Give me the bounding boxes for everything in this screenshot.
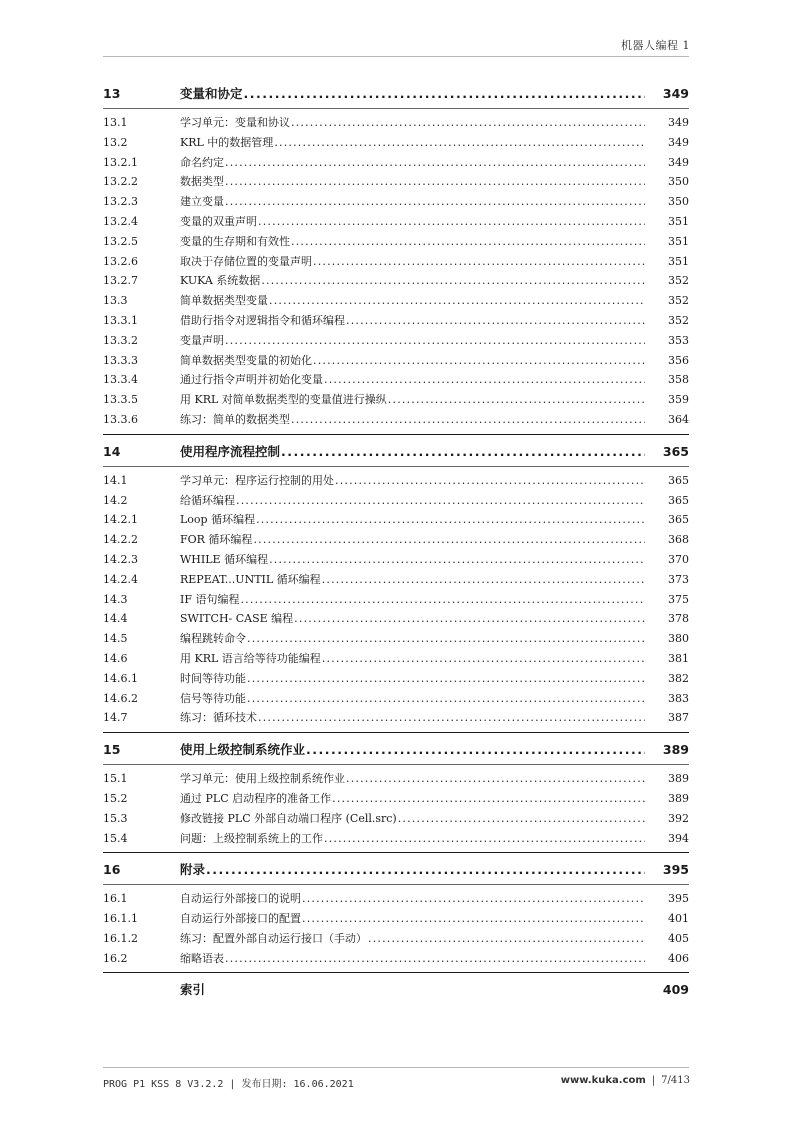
toc-section-number: 16.1.2 bbox=[103, 931, 138, 945]
toc-page-number: 365 bbox=[662, 443, 689, 459]
toc-section-title[interactable]: 缩略语表 ..... bbox=[180, 949, 645, 969]
footer-separator: | bbox=[651, 1075, 656, 1086]
toc-section-number: 13.3.5 bbox=[103, 393, 138, 407]
toc-page-number: 382 bbox=[668, 671, 689, 685]
toc-page-number: 351 bbox=[668, 234, 689, 248]
toc-section-title[interactable]: 编程跳转命令 ..... bbox=[180, 629, 645, 649]
toc-section-number: 13.3.2 bbox=[103, 333, 138, 347]
toc-page-number: 395 bbox=[662, 862, 689, 878]
toc-page-number: 370 bbox=[668, 552, 689, 566]
toc-section-title[interactable]: 给循环编程 ..... bbox=[180, 491, 645, 511]
toc-page-number: 365 bbox=[668, 513, 689, 527]
footer-right bbox=[561, 1075, 690, 1086]
chapter-divider bbox=[103, 972, 689, 973]
toc-chapter-row[interactable] bbox=[103, 738, 689, 762]
toc-section-number: 13.3 bbox=[103, 294, 128, 308]
toc-page-number: 349 bbox=[668, 155, 689, 169]
chapter-underline bbox=[103, 884, 689, 885]
toc-entry-row[interactable] bbox=[103, 212, 689, 232]
toc-page-number: 378 bbox=[668, 612, 689, 626]
toc-section-number: 15.4 bbox=[103, 831, 128, 845]
toc-section-number: 13.2.7 bbox=[103, 274, 138, 288]
toc-section-title[interactable]: KUKA 系统数据 ..... bbox=[180, 271, 645, 291]
chapter-divider bbox=[103, 852, 689, 853]
footer-page-number: 7/413 bbox=[661, 1075, 690, 1086]
toc-entry-row[interactable] bbox=[103, 491, 689, 511]
toc-section-number: 13 bbox=[103, 86, 121, 101]
toc-page-number: 350 bbox=[668, 195, 689, 209]
toc-section-title[interactable]: 索引 bbox=[180, 982, 206, 998]
toc-entry-row[interactable] bbox=[103, 889, 689, 909]
toc-page-number: 352 bbox=[668, 313, 689, 327]
toc-page-number: 409 bbox=[662, 982, 689, 998]
toc-section-title[interactable]: 自动运行外部接口的配置 ..... bbox=[180, 909, 645, 929]
toc-section-number: 14.7 bbox=[103, 711, 128, 725]
toc-section-title[interactable]: 简单数据类型变量 ..... bbox=[180, 291, 645, 311]
chapter-underline bbox=[103, 764, 689, 765]
footer-website-link[interactable]: www.kuka.com bbox=[560, 1075, 646, 1086]
toc-page-number: 392 bbox=[668, 811, 689, 825]
toc-section-title[interactable]: 取决于存储位置的变量声明 ..... bbox=[180, 252, 645, 272]
toc-section-number: 16 bbox=[103, 862, 121, 878]
toc-section-number: 15.2 bbox=[103, 791, 128, 805]
toc-section-number: 14.5 bbox=[103, 632, 128, 646]
toc-section-number: 16.2 bbox=[103, 951, 128, 965]
toc-section-title[interactable]: 简单数据类型变量的初始化 ..... bbox=[180, 351, 645, 371]
toc-section-title[interactable]: KRL 中的数据管理 ..... bbox=[180, 133, 645, 153]
toc-entry-row[interactable] bbox=[103, 133, 689, 153]
toc-entry-row[interactable] bbox=[103, 410, 689, 430]
toc-page-number: 350 bbox=[668, 175, 689, 189]
chapter-divider bbox=[103, 732, 689, 733]
toc-page-number: 405 bbox=[668, 931, 689, 945]
toc-entry-row[interactable] bbox=[103, 291, 689, 311]
toc-section-title[interactable]: 学习单元：使用上级控制系统作业 ..... bbox=[180, 769, 645, 789]
toc-section-number: 14.6.2 bbox=[103, 691, 138, 705]
toc-section-number: 13.2.1 bbox=[103, 155, 138, 169]
toc-page-number: 389 bbox=[668, 791, 689, 805]
toc-section-title[interactable]: 借助行指令对逻辑指令和循环编程 ..... bbox=[180, 311, 645, 331]
toc-page-number: 349 bbox=[668, 116, 689, 129]
toc-entry-row[interactable] bbox=[103, 829, 689, 849]
toc-section-number: 13.2 bbox=[103, 135, 128, 149]
toc-section-title[interactable]: 变量的生存期和有效性 ..... bbox=[180, 232, 645, 252]
toc-page-number: 373 bbox=[668, 572, 689, 586]
footer-doc-info: PROG P1 KSS 8 V3.2.2 | 发布日期: 16.06.2021 bbox=[103, 1079, 354, 1090]
toc-section-title[interactable]: 通过 PLC 启动程序的准备工作 ..... bbox=[180, 789, 645, 809]
toc-entry-row[interactable] bbox=[103, 311, 689, 331]
toc-section-title[interactable]: 使用上级控制系统作业 ..... bbox=[180, 738, 645, 762]
toc-page-number: 381 bbox=[668, 651, 689, 665]
toc-page-number: 365 bbox=[668, 493, 689, 507]
toc-section-number: 15.1 bbox=[103, 772, 128, 786]
toc-page-number: 401 bbox=[668, 912, 689, 926]
toc-section-title[interactable]: 修改链接 PLC 外部自动端口程序 (Cell.src) ..... bbox=[180, 809, 645, 829]
toc-chapter-row[interactable] bbox=[103, 82, 689, 106]
toc-entry-row[interactable] bbox=[103, 550, 689, 570]
toc-entry-row[interactable] bbox=[103, 113, 689, 133]
toc-section-title[interactable]: 附录 ..... bbox=[180, 858, 645, 882]
toc-entry-row[interactable] bbox=[103, 530, 689, 550]
toc-section-title[interactable]: 通过行指令声明并初始化变量 ..... bbox=[180, 370, 645, 390]
toc-section-number: 14 bbox=[103, 443, 121, 459]
toc-entry-row[interactable] bbox=[103, 590, 689, 610]
toc-entry-row[interactable] bbox=[103, 689, 689, 709]
toc-page-number: 365 bbox=[668, 473, 689, 487]
toc-section-number: 13.3.1 bbox=[103, 313, 138, 327]
toc-section-number: 13.2.2 bbox=[103, 175, 138, 189]
toc-section-number: 15 bbox=[103, 742, 121, 758]
toc-page-number: 380 bbox=[668, 632, 689, 646]
toc-section-title[interactable]: 数据类型 ..... bbox=[180, 172, 645, 192]
toc-section-title[interactable]: 变量和协定 ..... bbox=[180, 82, 645, 106]
toc-section-title[interactable]: 练习：简单的数据类型 ..... bbox=[180, 410, 645, 430]
toc-entry-row[interactable] bbox=[103, 370, 689, 390]
toc-entry-row[interactable] bbox=[103, 609, 689, 629]
toc-section-title[interactable]: 建立变量 ..... bbox=[180, 192, 645, 212]
toc-section-number: 13.3.4 bbox=[103, 373, 138, 387]
toc-page-number: 389 bbox=[662, 742, 689, 758]
toc-page-number: 375 bbox=[668, 592, 689, 606]
table-of-contents bbox=[103, 82, 689, 1002]
toc-section-number: 13.2.5 bbox=[103, 234, 138, 248]
chapter-underline bbox=[103, 466, 689, 467]
toc-page-number: 394 bbox=[668, 831, 689, 845]
toc-entry-row[interactable] bbox=[103, 232, 689, 252]
toc-page-number: 358 bbox=[668, 373, 689, 387]
toc-section-title[interactable]: 信号等待功能 ..... bbox=[180, 689, 645, 709]
toc-section-number: 14.3 bbox=[103, 592, 128, 606]
toc-page-number: 389 bbox=[668, 772, 689, 786]
toc-page-number: 383 bbox=[668, 691, 689, 705]
toc-page-number: 349 bbox=[668, 135, 689, 149]
toc-chapter-row[interactable] bbox=[103, 978, 689, 1002]
toc-entry-row[interactable] bbox=[103, 351, 689, 371]
toc-section-title[interactable]: SWITCH- CASE 编程 ..... bbox=[180, 609, 645, 629]
toc-section-title[interactable]: FOR 循环编程 ..... bbox=[180, 530, 645, 550]
toc-page-number: 349 bbox=[662, 86, 689, 101]
toc-entry-row[interactable] bbox=[103, 909, 689, 929]
toc-entry-row[interactable] bbox=[103, 192, 689, 212]
toc-section-number: 14.2 bbox=[103, 493, 128, 507]
toc-page-number: 352 bbox=[668, 274, 689, 288]
toc-section-number: 13.3.6 bbox=[103, 412, 138, 426]
toc-page-number: 406 bbox=[668, 951, 689, 965]
toc-section-number: 13.2.4 bbox=[103, 214, 138, 228]
toc-page-number: 364 bbox=[668, 412, 689, 426]
toc-page-number: 351 bbox=[668, 214, 689, 228]
chapter-divider bbox=[103, 434, 689, 435]
toc-entry-row[interactable] bbox=[103, 252, 689, 272]
toc-section-number: 13.3.3 bbox=[103, 353, 138, 367]
toc-entry-row[interactable] bbox=[103, 769, 689, 789]
toc-section-number: 16.1 bbox=[103, 892, 128, 906]
toc-entry-row[interactable] bbox=[103, 570, 689, 590]
toc-entry-row[interactable] bbox=[103, 153, 689, 173]
toc-section-title[interactable]: REPEAT...UNTIL 循环编程 ..... bbox=[180, 570, 645, 590]
chapter-underline bbox=[103, 108, 689, 109]
toc-section-number: 14.2.2 bbox=[103, 533, 138, 547]
toc-section-number: 14.6.1 bbox=[103, 671, 138, 685]
toc-page-number: 352 bbox=[668, 294, 689, 308]
toc-entry-row[interactable] bbox=[103, 271, 689, 291]
toc-entry-row[interactable] bbox=[103, 789, 689, 809]
toc-section-number: 16.1.1 bbox=[103, 912, 138, 926]
toc-page-number: 353 bbox=[668, 333, 689, 347]
toc-section-number: 14.4 bbox=[103, 612, 128, 626]
toc-section-title[interactable]: 学习单元：变量和协议 ..... bbox=[180, 113, 645, 133]
toc-section-title[interactable]: 自动运行外部接口的说明 ..... bbox=[180, 889, 645, 909]
toc-section-number: 13.1 bbox=[103, 116, 128, 129]
toc-section-title[interactable]: 使用程序流程控制 ..... bbox=[180, 440, 645, 464]
toc-entry-row[interactable] bbox=[103, 172, 689, 192]
toc-section-number: 14.2.1 bbox=[103, 513, 138, 527]
toc-section-title[interactable]: Loop 循环编程 ..... bbox=[180, 510, 645, 530]
toc-section-title[interactable]: 时间等待功能 ..... bbox=[180, 669, 645, 689]
header-divider bbox=[103, 56, 689, 57]
toc-page-number: 359 bbox=[668, 393, 689, 407]
toc-section-title[interactable]: 用 KRL 语言给等待功能编程 ..... bbox=[180, 649, 645, 669]
toc-entry-row[interactable] bbox=[103, 649, 689, 669]
toc-section-number: 14.2.4 bbox=[103, 572, 138, 586]
toc-section-number: 14.2.3 bbox=[103, 552, 138, 566]
toc-section-title[interactable]: 变量的双重声明 ..... bbox=[180, 212, 645, 232]
toc-entry-row[interactable] bbox=[103, 669, 689, 689]
toc-entry-row[interactable] bbox=[103, 510, 689, 530]
toc-entry-row[interactable] bbox=[103, 331, 689, 351]
toc-entry-row[interactable] bbox=[103, 708, 689, 728]
toc-section-title[interactable]: 问题：上级控制系统上的工作 ..... bbox=[180, 829, 645, 849]
toc-entry-row[interactable] bbox=[103, 629, 689, 649]
toc-section-title[interactable]: 命名约定 ..... bbox=[180, 153, 645, 173]
toc-section-title[interactable]: 用 KRL 对简单数据类型的变量值进行操纵 ..... bbox=[180, 390, 645, 410]
toc-page-number: 368 bbox=[668, 533, 689, 547]
toc-section-title[interactable]: 练习：循环技术 ..... bbox=[180, 708, 645, 728]
toc-section-number: 14.6 bbox=[103, 651, 128, 665]
toc-entry-row[interactable] bbox=[103, 471, 689, 491]
toc-section-number: 13.2.6 bbox=[103, 254, 138, 268]
toc-section-title[interactable]: WHILE 循环编程 ..... bbox=[180, 550, 645, 570]
toc-section-title[interactable]: IF 语句编程 ..... bbox=[180, 590, 645, 610]
toc-page-number: 351 bbox=[668, 254, 689, 268]
toc-page-number: 356 bbox=[668, 353, 689, 367]
toc-section-title[interactable]: 练习：配置外部自动运行接口（手动） ..... bbox=[180, 929, 645, 949]
running-header: 机器人编程 1 bbox=[621, 39, 690, 52]
toc-section-title[interactable]: 学习单元：程序运行控制的用处 ..... bbox=[180, 471, 645, 491]
toc-entry-row[interactable] bbox=[103, 929, 689, 949]
toc-section-number: 14.1 bbox=[103, 473, 128, 487]
toc-entry-row[interactable] bbox=[103, 390, 689, 410]
toc-section-title[interactable]: 变量声明 ..... bbox=[180, 331, 645, 351]
toc-chapter-row[interactable] bbox=[103, 440, 689, 464]
toc-page-number: 395 bbox=[668, 892, 689, 906]
toc-entry-row[interactable] bbox=[103, 809, 689, 829]
footer-divider bbox=[103, 1067, 689, 1068]
toc-section-number: 15.3 bbox=[103, 811, 128, 825]
toc-entry-row[interactable] bbox=[103, 949, 689, 969]
toc-chapter-row[interactable] bbox=[103, 858, 689, 882]
toc-section-number: 13.2.3 bbox=[103, 195, 138, 209]
toc-page-number: 387 bbox=[668, 711, 689, 725]
